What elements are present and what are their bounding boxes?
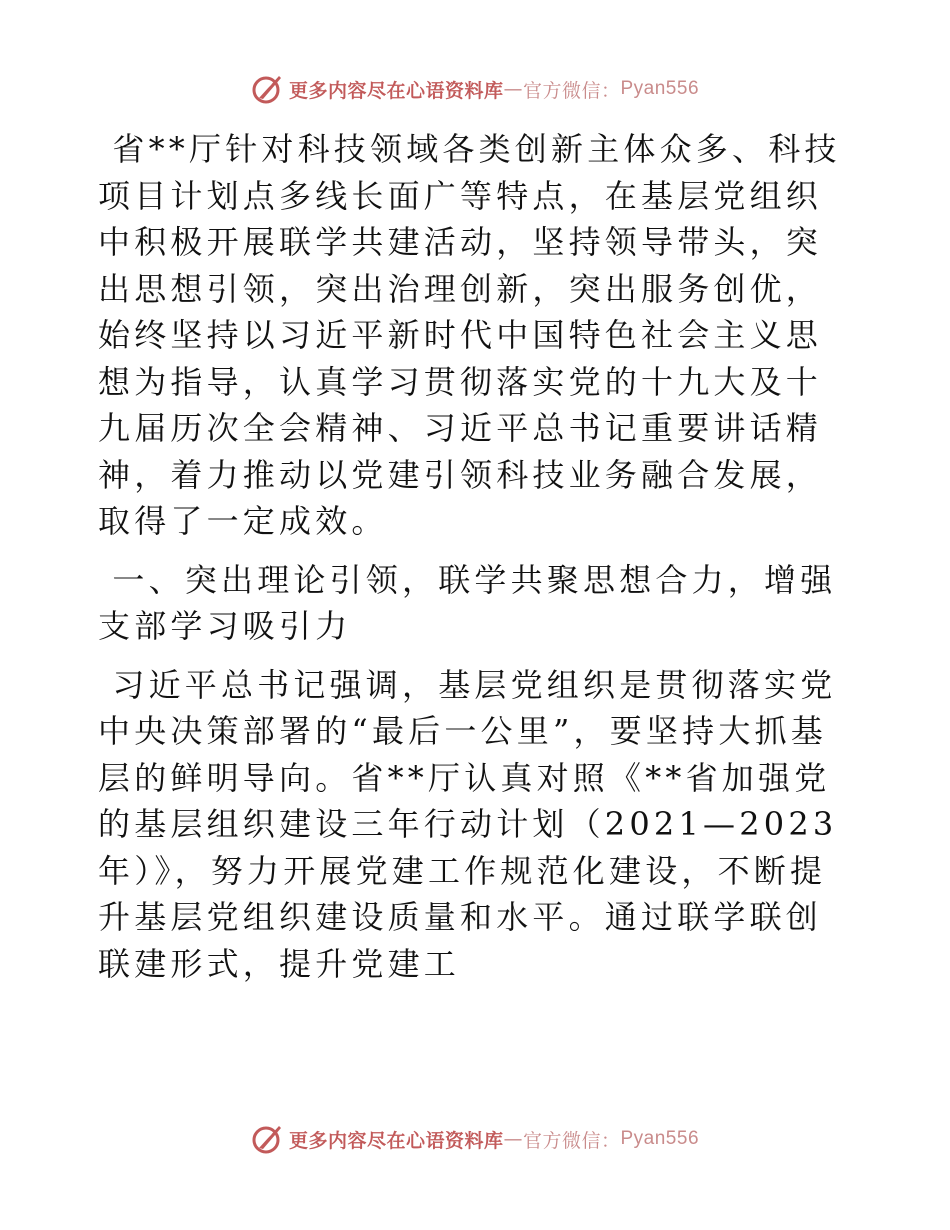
watermark-wechat-label: 官方微信： bbox=[522, 79, 621, 102]
paragraph-intro: 省**厅针对科技领域各类创新主体众多、科技项目计划点多线长面广等特点，在基层党组织中积极开展联学共建活动，坚持领导带头，突出思想引领，突出治理创新，突出服务创优，始终坚持以习近平新时代中国特色社会主义思想为指导，认真学习贯彻落实党的十九大及十九届历次全会精神、习近平总书记重要讲话精神，着力推动以党建引领科技业务融合发展，取得了一定成效。 bbox=[98, 130, 841, 540]
watermark-separator: — bbox=[503, 78, 523, 100]
footer-watermark bbox=[0, 1122, 950, 1156]
document-body bbox=[98, 126, 858, 987]
paragraph-section-1: 习近平总书记强调，基层党组织是贯彻落实党中央决策部署的“最后一公里”，要坚持大抓基层的鲜明导向。省**厅认真对照《**省加强党的基层组织建设三年行动计划（2021—2023年）》，努力开展党建工作规范化建设，不断提升基层党组织建设质量和水平。通过联学联创联建形式，提升党建工 bbox=[98, 665, 838, 983]
header-watermark bbox=[0, 72, 950, 106]
watermark-wechat-label: 官方微信： bbox=[522, 1129, 621, 1152]
quill-logo-icon bbox=[251, 1122, 285, 1156]
watermark-wechat-id: Pyan556 bbox=[620, 78, 700, 99]
watermark-separator: — bbox=[503, 1128, 523, 1150]
watermark-main-text: 更多内容尽在心语资料库 bbox=[288, 1129, 504, 1152]
quill-logo-icon bbox=[251, 72, 285, 106]
section-heading-1: 一、突出理论引领，联学共聚思想合力，增强支部学习吸引力 bbox=[98, 560, 837, 645]
watermark-wechat-id: Pyan556 bbox=[620, 1128, 700, 1149]
watermark-main-text: 更多内容尽在心语资料库 bbox=[288, 79, 504, 102]
